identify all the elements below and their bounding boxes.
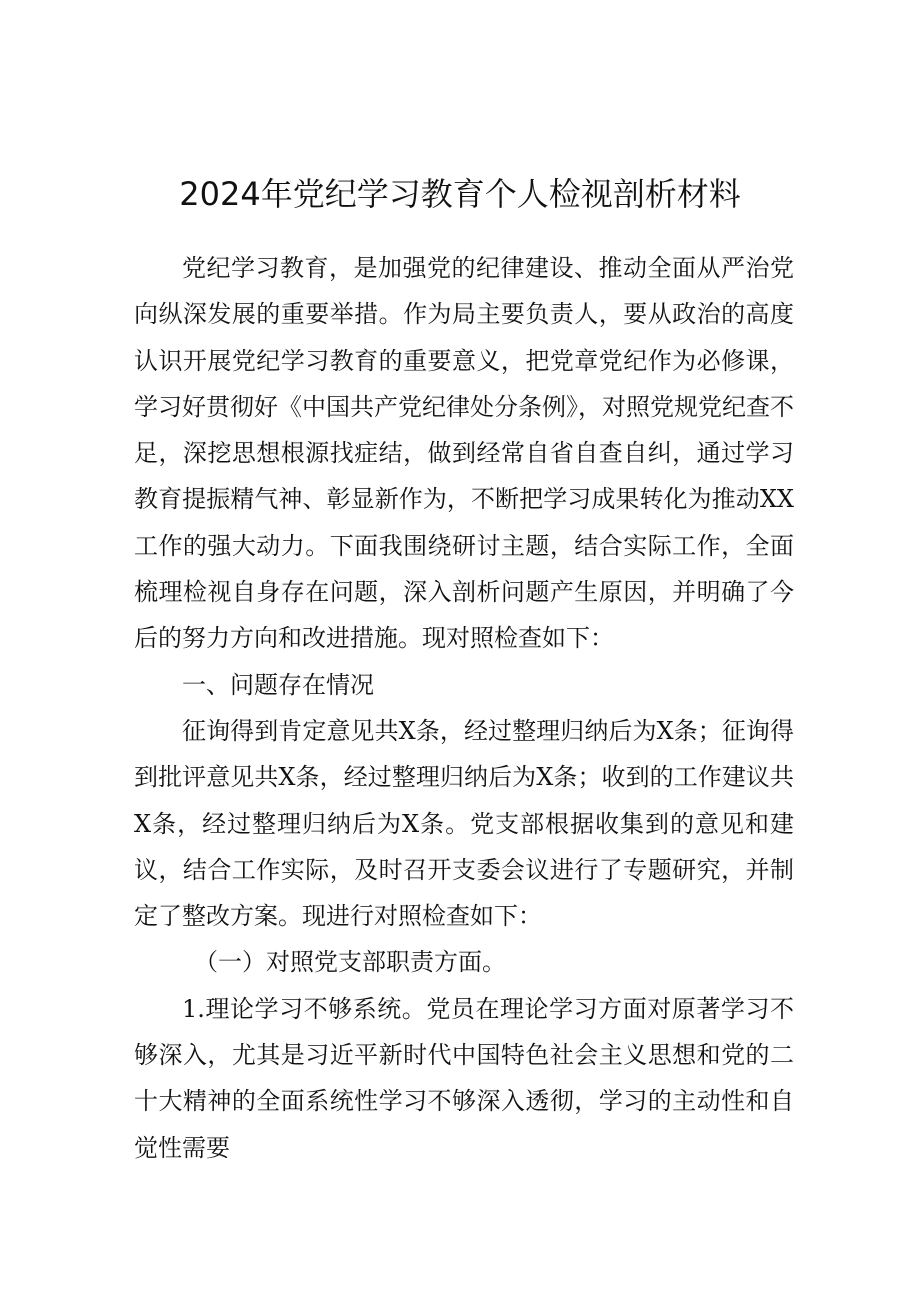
subsection-heading-branch-duties: （一）对照党支部职责方面。 xyxy=(194,948,506,977)
document-body xyxy=(134,245,794,1171)
section-paragraph-opinions: 征询得到肯定意见共X条，经过整理归纳后为X条；征询得到批评意见共X条，经过整理归纳后为X条；收到的工作建议共X条，经过整理归纳后为X条。党支部根据收集到的意见和建议，结合工作实际，及时召开支委会议进行了专题研究，并制定了整改方案。现进行对照检查如下： xyxy=(134,716,794,931)
document-title: 2024年党纪学习教育个人检视剖析材料 xyxy=(179,175,741,213)
section-heading-problems: 一、问题存在情况 xyxy=(182,670,374,699)
intro-paragraph: 党纪学习教育，是加强党的纪律建设、推动全面从严治党向纵深发展的重要举措。作为局主要负责人，要从政治的高度认识开展党纪学习教育的重要意义，把党章党纪作为必修课，学习好贯彻好《中国共产党纪律处分条例》，对照党规党纪查不足，深挖思想根源找症结，做到经常自省自查自纠，通过学习教育提振精气神、彰显新作为，不断把学习成果转化为推动XX工作的强大动力。下面我围绕研讨主题，结合实际工作，全面梳理检视自身存在问题，深入剖析问题产生原因，并明确了今后的努力方向和改进措施。现对照检查如下： xyxy=(134,254,794,653)
item-paragraph-theory-study: 1.理论学习不够系统。党员在理论学习方面对原著学习不够深入，尤其是习近平新时代中国特色社会主义思想和党的二十大精神的全面系统性学习不够深入透彻，学习的主动性和自觉性需要 xyxy=(134,994,794,1162)
